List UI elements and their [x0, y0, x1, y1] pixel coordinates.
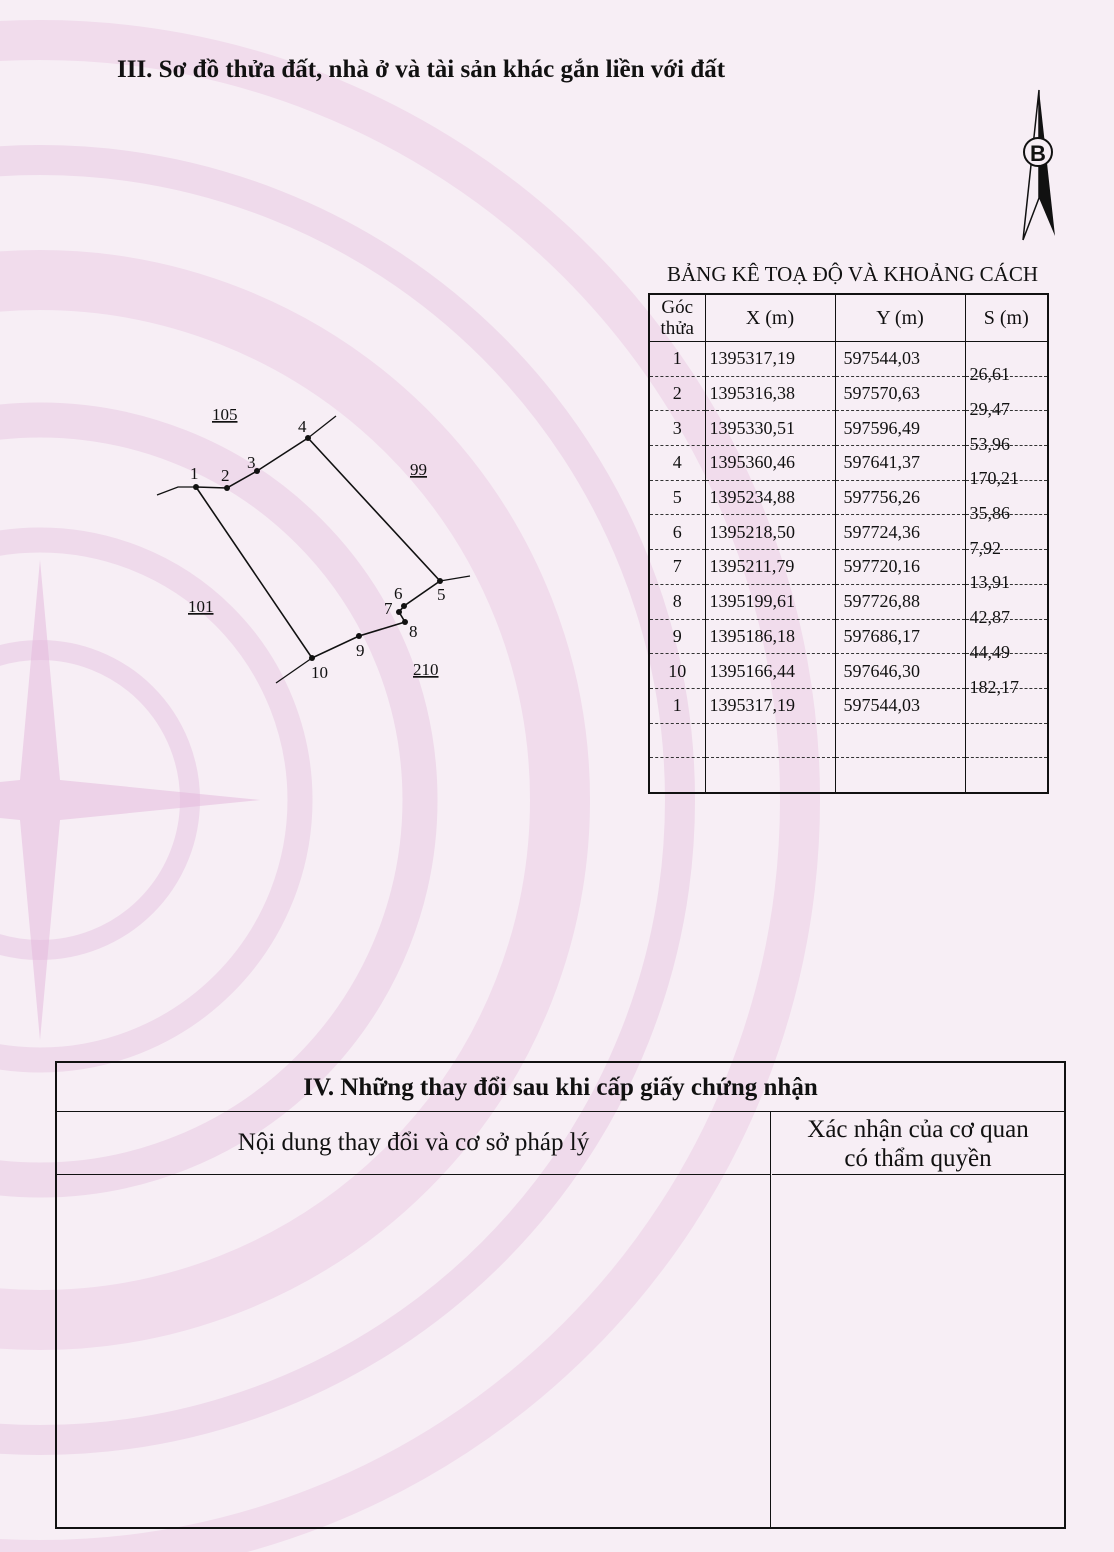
changes-title: IV. Những thay đổi sau khi cấp giấy chứng nhận	[57, 1063, 1064, 1112]
vertex-label: 2	[221, 466, 230, 485]
cell-x: 1395317,19	[705, 688, 835, 723]
vertex-label: 6	[394, 584, 403, 603]
north-label: B	[1030, 141, 1046, 166]
changes-content-column	[57, 1111, 771, 1527]
cell-s: 42,87	[965, 584, 1048, 619]
cell-x: 1395234,88	[705, 480, 835, 515]
cell-y: 597724,36	[835, 515, 965, 550]
cell-s: 44,49	[965, 619, 1048, 654]
table-row	[649, 446, 1048, 481]
cell-corner: 1	[649, 688, 705, 723]
table-row	[649, 376, 1048, 411]
cell-corner: 2	[649, 376, 705, 411]
changes-content-header: Nội dung thay đổi và cơ sở pháp lý	[57, 1111, 770, 1175]
vertex-label: 4	[298, 417, 307, 436]
table-header-row	[649, 294, 1048, 342]
cell-corner: 6	[649, 515, 705, 550]
header-y: Y (m)	[835, 294, 965, 342]
cell-corner: 7	[649, 550, 705, 585]
vertex-label: 3	[247, 453, 256, 472]
cell-corner: 9	[649, 619, 705, 654]
cell-x: 1395317,19	[705, 342, 835, 377]
table-row	[649, 758, 1048, 793]
coord-table-title: BẢNG KÊ TOẠ ĐỘ VÀ KHOẢNG CÁCH	[667, 262, 1039, 286]
table-row	[649, 515, 1048, 550]
cell-corner: 4	[649, 446, 705, 481]
table-row	[649, 723, 1048, 758]
cell-corner: 8	[649, 584, 705, 619]
cell-y: 597641,37	[835, 446, 965, 481]
table-row	[649, 480, 1048, 515]
cell-s: 182,17	[965, 654, 1048, 689]
table-row	[649, 619, 1048, 654]
table-row	[649, 342, 1048, 377]
parcel-map	[140, 400, 500, 700]
header-corner: Góc thửa	[649, 294, 705, 342]
header-s: S (m)	[965, 294, 1048, 342]
cell-y: 597686,17	[835, 619, 965, 654]
vertex-label: 7	[384, 599, 393, 618]
cell-s	[965, 758, 1048, 793]
north-arrow-icon	[1010, 88, 1070, 248]
neighbor-parcel-label: 210	[413, 660, 439, 679]
cell-y: 597544,03	[835, 342, 965, 377]
neighbor-parcel-label: 101	[188, 597, 214, 616]
changes-confirm-header	[772, 1111, 1064, 1175]
table-row	[649, 411, 1048, 446]
cell-corner: 1	[649, 342, 705, 377]
table-row	[649, 688, 1048, 723]
cell-s	[965, 723, 1048, 758]
cell-x: 1395166,44	[705, 654, 835, 689]
cell-s: 29,47	[965, 376, 1048, 411]
cell-x	[705, 723, 835, 758]
table-row	[649, 654, 1048, 689]
parcel-boundary	[196, 438, 440, 658]
confirm-header-line1: Xác nhận của cơ quan	[807, 1116, 1029, 1143]
cell-x: 1395316,38	[705, 376, 835, 411]
changes-confirm-column	[772, 1111, 1064, 1527]
cell-y: 597646,30	[835, 654, 965, 689]
cell-x: 1395330,51	[705, 411, 835, 446]
table-row	[649, 550, 1048, 585]
neighbor-boundary	[308, 416, 336, 438]
cell-s: 35,86	[965, 480, 1048, 515]
neighbor-parcel-label: 105	[212, 405, 238, 424]
cell-y	[835, 758, 965, 793]
cell-s	[965, 688, 1048, 723]
table-row	[649, 584, 1048, 619]
cell-corner	[649, 723, 705, 758]
vertex-label: 5	[437, 585, 446, 604]
neighbor-boundary	[157, 487, 196, 495]
cell-y: 597756,26	[835, 480, 965, 515]
cell-corner: 5	[649, 480, 705, 515]
cell-y: 597570,63	[835, 376, 965, 411]
vertex-label: 9	[356, 641, 365, 660]
cell-y: 597726,88	[835, 584, 965, 619]
vertex-label: 8	[409, 622, 418, 641]
vertex-label: 10	[311, 663, 328, 682]
section-title: III. Sơ đồ thửa đất, nhà ở và tài sản khác gắn liền với đất	[117, 56, 726, 83]
coordinate-table-body	[649, 342, 1048, 794]
cell-x: 1395199,61	[705, 584, 835, 619]
cell-y: 597596,49	[835, 411, 965, 446]
cell-s: 13,91	[965, 550, 1048, 585]
cell-corner: 10	[649, 654, 705, 689]
cell-s: 7,92	[965, 515, 1048, 550]
cell-corner	[649, 758, 705, 793]
cell-corner: 3	[649, 411, 705, 446]
neighbor-parcel-label: 99	[410, 460, 427, 479]
cell-x: 1395211,79	[705, 550, 835, 585]
vertex-label: 1	[190, 464, 199, 483]
changes-box	[55, 1061, 1066, 1529]
cell-s: 53,96	[965, 411, 1048, 446]
coordinate-table	[648, 293, 1049, 794]
cell-y: 597720,16	[835, 550, 965, 585]
confirm-header-line2: có thẩm quyền	[844, 1145, 992, 1172]
header-x: X (m)	[705, 294, 835, 342]
cell-y	[835, 723, 965, 758]
cell-x: 1395186,18	[705, 619, 835, 654]
cell-s: 170,21	[965, 446, 1048, 481]
neighbor-boundary	[440, 576, 470, 581]
cell-x: 1395360,46	[705, 446, 835, 481]
cell-x: 1395218,50	[705, 515, 835, 550]
cell-s: 26,61	[965, 342, 1048, 377]
cell-x	[705, 758, 835, 793]
cell-y: 597544,03	[835, 688, 965, 723]
neighbor-boundary	[276, 658, 312, 683]
